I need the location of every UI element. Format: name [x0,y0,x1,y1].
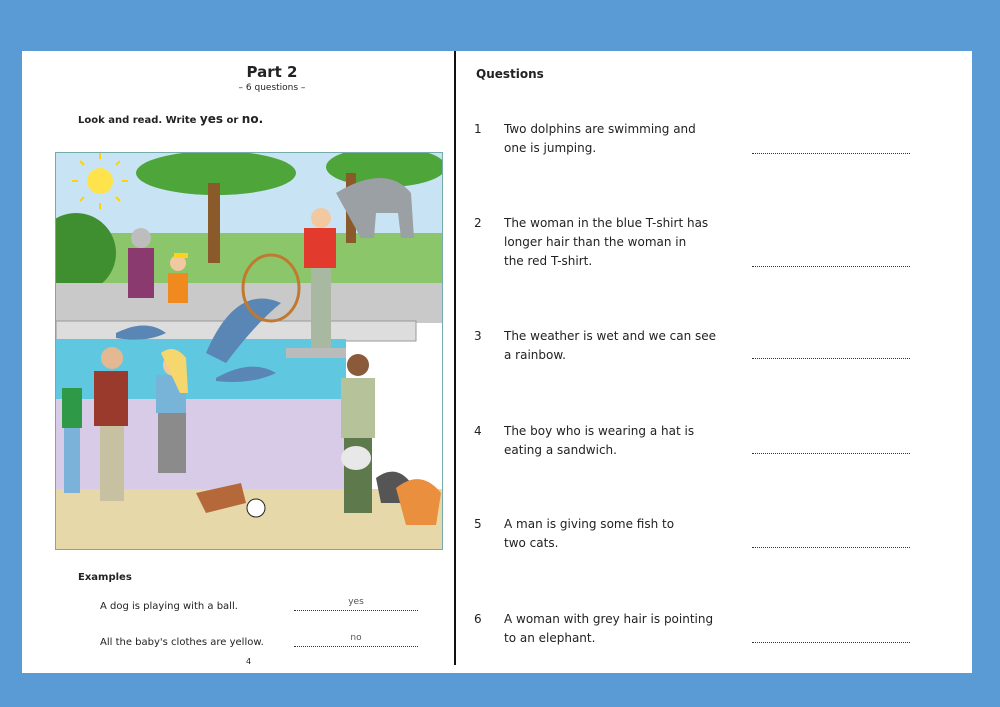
example-1-text: A dog is playing with a ball. [100,601,238,612]
boy-with-hat [168,273,188,303]
question-text [504,327,734,365]
page-number: 4 [246,657,252,666]
zoo-scene [56,153,442,549]
ball-icon [247,499,265,517]
question-number: 5 [474,517,482,531]
sun-icon [87,168,113,194]
example-2-text: All the baby's clothes are yellow. [100,637,264,648]
trainer-red-shirt [304,228,336,268]
examples-heading: Examples [78,572,132,583]
instruction-no: no. [241,112,264,126]
answer-line-3[interactable] [752,357,910,359]
question-text [504,120,734,158]
man [94,371,128,426]
question-line: eating a sandwich. [504,443,617,457]
fish-bucket [341,446,371,470]
zoo-keeper [341,378,375,438]
question-text [504,214,734,271]
question-line: to an elephant. [504,631,596,645]
question-line: the red T-shirt. [504,254,593,268]
question-line: longer hair than the woman in [504,235,687,249]
example-2-answer: no [294,633,418,647]
question-text [504,610,734,648]
question-text [504,422,734,460]
page-divider [454,51,456,665]
instruction-or: or [223,115,242,126]
instruction [78,112,263,126]
instruction-prefix: Look and read. Write [78,115,200,126]
question-number: 2 [474,216,482,230]
questions-heading: Questions [476,67,544,81]
question-number: 6 [474,612,482,626]
question-number: 1 [474,122,482,136]
answer-line-4[interactable] [752,452,910,454]
answer-line-2[interactable] [752,265,910,267]
question-line: Two dolphins are swimming and [504,122,696,136]
question-line: The boy who is wearing a hat is [504,424,695,438]
example-1-answer: yes [294,597,418,611]
answer-line-5[interactable] [752,546,910,548]
question-number: 4 [474,424,482,438]
woman-grey-hair [128,248,154,298]
part-title: Part 2 [246,63,298,81]
part-subtitle: – 6 questions – [238,83,306,93]
question-line: A woman with grey hair is pointing [504,612,714,626]
question-line: The weather is wet and we can see [504,329,717,343]
worksheet [22,51,972,673]
answer-line-6[interactable] [752,641,910,643]
instruction-yes: yes [199,112,224,126]
question-line: a rainbow. [504,348,566,362]
question-line: one is jumping. [504,141,597,155]
question-line: two cats. [504,536,559,550]
zoo-illustration [55,152,443,550]
question-number: 3 [474,329,482,343]
question-line: A man is giving some fish to [504,517,675,531]
answer-line-1[interactable] [752,152,910,154]
question-text [504,515,734,553]
question-line: The woman in the blue T-shirt has [504,216,709,230]
